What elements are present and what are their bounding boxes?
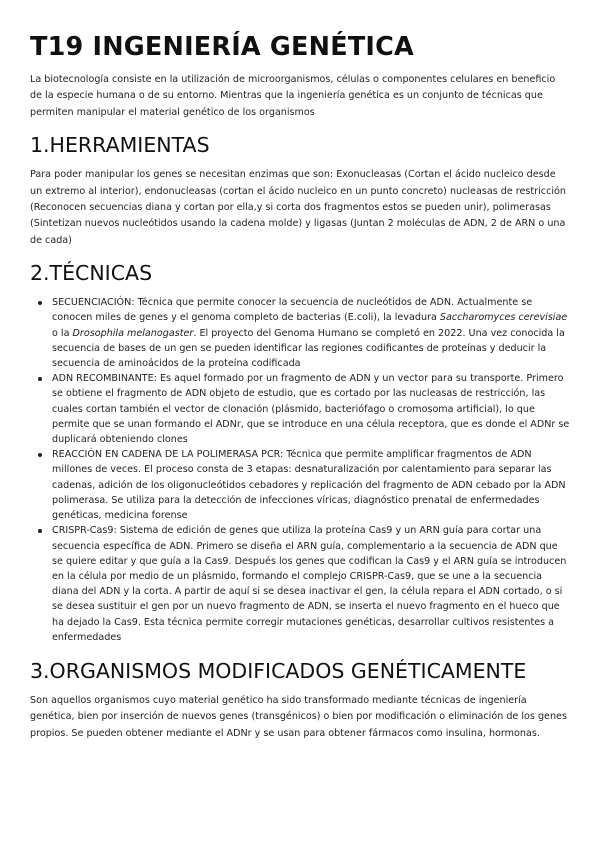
bullet-icon <box>38 377 42 381</box>
intro-paragraph: La biotecnología consiste en la utilización de microorganismos, células o componentes celulares en beneficio de la especie humana o de su entorno. Mientras que la ingeniería genética es un conjunto de técnicas que permiten manipular el material genético de los organismos <box>30 74 556 118</box>
section-heading-organismos: 3.ORGANISMOS MODIFICADOS GENÉTICAMENTE <box>30 658 527 683</box>
bullet-icon <box>38 301 42 305</box>
bullet-icon <box>38 453 42 457</box>
list-item-text: o la <box>52 327 73 339</box>
section-heading-herramientas: 1.HERRAMIENTAS <box>30 133 210 158</box>
section-heading-tecnicas: 2.TÉCNICAS <box>30 261 153 286</box>
list-item-secuenciacion <box>52 295 570 371</box>
list-item-adn-recombinante <box>52 371 570 447</box>
tecnicas-list <box>30 295 570 645</box>
bullet-icon <box>38 529 42 533</box>
page-title: T19 INGENIERÍA GENÉTICA <box>30 32 414 62</box>
list-item-text: . El proyecto del Genoma Humano se completó en 2022. Una vez conocida la secuencia de bases de un gen se pueden identificar las regiones codificantes de proteínas y deducir la secuencia de aminoácidos de la proteína codificada <box>52 327 565 370</box>
list-item-text: REACCIÓN EN CADENA DE LA POLIMERASA PCR: Técnica que permite amplificar fragmentos de ADN millones de veces. El proceso consta de 3 etapas: desnaturalización por calentamiento para separar las cadenas, adición de los oligonucleótidos cebadores y replicación del fragmento de ADN cebado por la ADN polimerasa. Se utiliza para la detección de infecciones víricas, diagnóstico prenatal de enfermedades genéticas, medicina forense <box>52 449 566 522</box>
species-name: Drosophila melanogaster <box>72 327 194 339</box>
organismos-paragraph: Son aquellos organismos cuyo material genético ha sido transformado mediante técnicas de ingeniería genética, bien por inserción de nuevos genes (transgénicos) o bien por modificación o eliminación de los genes propios. Se pueden obtener mediante el ADNr y se usan para obtener fármacos como insulina, hormonas. <box>30 694 567 739</box>
list-item-text: CRISPR-Cas9: Sistema de edición de genes que utiliza la proteína Cas9 y un ARN guía para cortar una secuencia específica de ADN. Primero se diseña el ARN guía, complementario a la secuencia de ADN que se quiere editar y que guía a la Cas9. Después los genes que codifican la Cas9 y el ARN guía se introducen en la célula por medio de un plásmido, formando el complejo CRISPR-Cas9, que se une a la secuencia diana del ADN y la corta. A partir de aquí si se desea inactivar el gen, la célula repara el ADN cortado, o si se desea sustituir el gen por un nuevo fragmento de ADN, se inserta el nuevo fragmento en el hueco que ha dejado la Cas9. Esta técnica permite corregir mutaciones genéticas, desarrollar cultivos resistentes a enfermedades <box>52 525 567 643</box>
list-item-text: SECUENCIACIÓN: Técnica que permite conocer la secuencia de nucleótidos de ADN. Actualmente se conocen miles de genes y el genoma completo de bacterias (E.coli), la levadura <box>52 297 533 324</box>
herramientas-paragraph: Para poder manipular los genes se necesitan enzimas que son: Exonucleasas (Cortan el ácido nucleico desde un extremo al interior), endonucleasas (cortan el ácido nucleico en un punto concreto) nucleasas de restricción (Reconocen secuencias diana y cortan por ella,y si corta dos fragmentos estos se pueden unir), polimerasas (Sintetizan nuevos nucleótidos usando la cadena molde) y ligasas (Juntan 2 moléculas de ADN, 2 de ARN o una de cada) <box>30 169 566 246</box>
species-name: Saccharomyces cerevisiae <box>439 312 568 324</box>
list-item-text: ADN RECOMBINANTE: Es aquel formado por un fragmento de ADN y un vector para su transporte. Primero se obtiene el fragmento de ADN objeto de estudio, que es cortado por las nucleasas de restricción, las cuales cortan también el vector de clonación (plásmido, bacteriófago o cromosoma artificial), lo que permite que se unan formando el ADNr, que se introduce en una célula receptora, que es donde el ADNr se duplicará obteniendo clones <box>52 373 570 446</box>
list-item-pcr <box>52 447 570 523</box>
list-item-crispr <box>52 523 570 645</box>
